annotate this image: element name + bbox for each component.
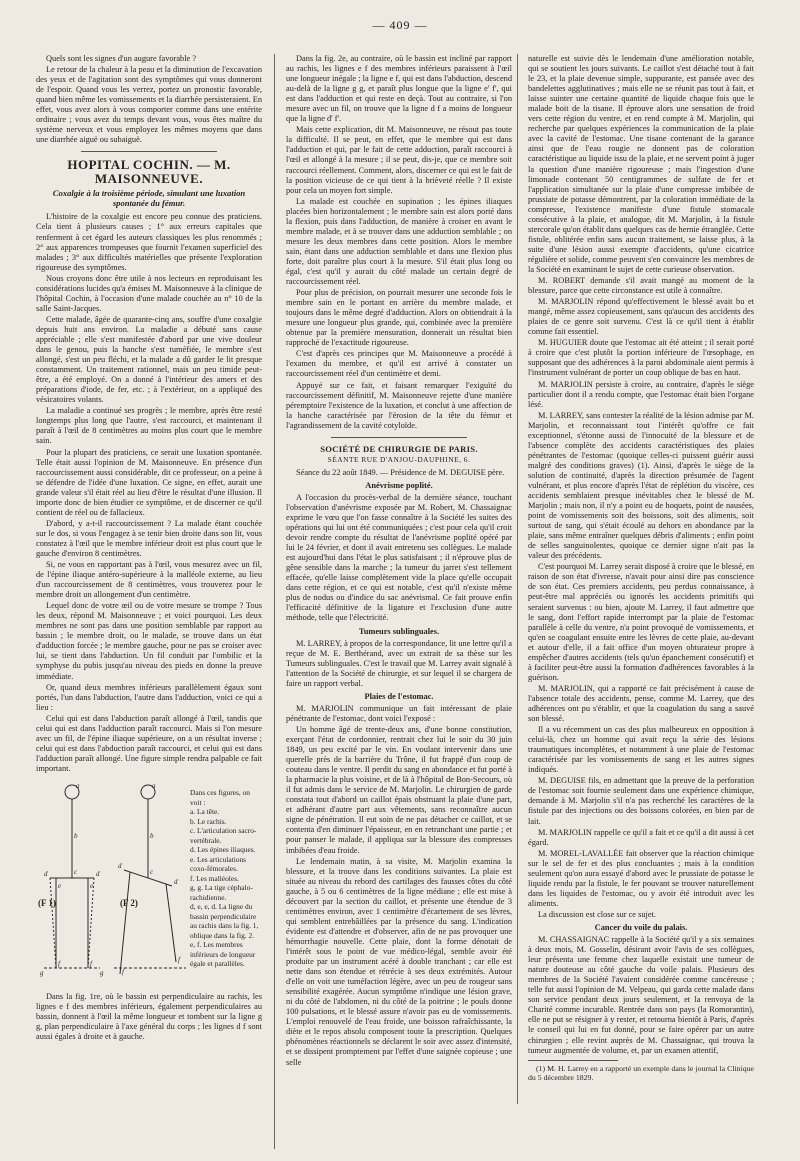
svg-text:f: f — [58, 960, 60, 968]
paragraph: Quels sont les signes d'un augure favorable ? — [46, 54, 197, 63]
svg-text:d: d — [118, 862, 122, 870]
column-divider — [274, 54, 275, 1149]
legend-item: e, f. Les membres inférieurs de longueur égale et parallèles. — [190, 940, 256, 968]
column-3 — [528, 54, 754, 1104]
society-title: SOCIÉTÉ DE CHIRURGIE DE PARIS. — [320, 443, 478, 454]
section-heading: Cancer du voile du palais. — [594, 922, 688, 932]
svg-text:f: f — [90, 960, 92, 968]
paragraph: Nous croyons donc être utile à nos lecteurs en reproduisant les considérations lucides qu'a émises M. Maisonneuve à la clinique de l'hôpital Cochin, à l'occasion d'une malade couchée au n° 10 de la salle Saint-Jacques. — [36, 273, 262, 313]
footnote: (1) M. H. Larrey en a rapporté un exemple dans le journal la Clinique du 5 décembre 1829. — [528, 1063, 754, 1083]
paragraph: M. HUGUIER doute que l'estomac ait été atteint ; il serait porté à croire que c'est plutôt la portion inférieure de l'œsophage, en supposant que des adhérences à la paroi abdominale aient permis à l'instrument vulnérant de porter un coup oblique de bas en haut. — [528, 338, 754, 378]
svg-text:e: e — [90, 882, 94, 890]
paragraph: L'histoire de la coxalgie est encore peu connue des praticiens. Cela tient à plusieurs causes ; 1° aux erreurs capitales que renferment à cet égard les auteurs classiques les plus renommés ; 2° aux apparences trompeuses que fournit l'examen superficiel des malades ; 3° aux difficultés matérielles que présente l'exploration rigoureuse des symptômes. — [36, 212, 262, 272]
skeleton-figure — [36, 778, 262, 988]
section-heading: Anévrisme poplité. — [365, 480, 433, 490]
section-rule — [331, 437, 467, 438]
paragraph: naturelle est suivie dès le lendemain d'une amélioration notable, qui se soutient les jours suivants. Le caillot s'est détaché tout à fait le 23, et la plaie devenue simple, suppurante, est pansée avec des bandelettes agglutinatives ; mais elle ne se réunit pas tout à fait, et laisse suinter une certaine quantité de liquide chaque fois que le malade boit de la tisane. Il éprouve alors une sensation de froid vers cette région du ventre, et en rend compte à M. Marjolin, qui recherche par quelques expériences la communication de la plaie avec la cavité de l'estomac. Une tisane contenant de la garance ainsi que de l'eau rougie ne donnent pas de coloration caractéristique au liquide issu de la plaie, et ne servent point à juger la question d'une manière rigoureuse ; mais l'ingestion d'une limonade contenant 50 centigrammes de sulfate de fer et l'application simultanée sur la plaie d'une compresse imbibée de prussiate de potasse démontrent, par la coloration immédiate de la compresse, l'existence manifeste d'une fistule stomacale consécutive à la plaie, et analogue, dit M. Marjolin, à la fistule stercorale qu'on établit dans quelques cas de hernie étranglée. Cette fistule, oblitérée enfin sans aucun traitement, se laisse plus, à la suite d'une lésion aussi exempte d'accidents, qu'une cicatrice régulière et solide, comme peuvent s'en convaincre les membres de la Société en examinant le sujet de cette curieuse observation. — [528, 54, 754, 274]
society-subtitle: SÉANTE RUE D'ANJOU-DAUPHINE, 6. — [327, 454, 471, 464]
svg-text:c: c — [150, 868, 154, 876]
svg-text:f: f — [178, 956, 180, 964]
paragraph: M. MARJOLIN communique un fait intéressant de plaie pénétrante de l'estomac, dont voici l'exposé : — [286, 703, 512, 723]
paragraph: Le lendemain matin, à sa visite, M. Marjolin examina la blessure, et la trouve dans les conditions suivantes. La plaie est située au niveau du rebord des cartilages des fausses côtes du côté gauche, à 5 ou 6 centimètres de la ligne médiane ; elle est mise à découvert par la section du caillot, et présente une étendue de 3 centimètres environ, avec 1 centimètre d'écartement de ses lèvres, qui semblent entrebâillées par la présence du sang. L'indication évidente est d'attendre et d'observer, afin de ne pas provoquer une hémorrhagie nouvelle. Cette plaie, dont la forme dénotait de l'intérêt sous le point de vue médico-légal, semble avoir été produite par un instrument acéré à double tranchant ; car elle est nette dans son étendue et rétrécie à ses deux extrémités. Autour d'elle on voit une tuméfaction légère, avec un peu de rougeur sans sensibilité exagérée. Aucun symptôme n'indique une lésion grave, ni du côté de l'abdomen, ni du côté de la poitrine ; le pouls donne 100 pulsations, et le blessé assure n'avoir pas eu de vomissements. L'emploi renouvelé de l'eau froide, une boisson rafraîchissante, la diète et le repos absolu composent toute la prescription. Quelques phénomènes réactionnels se déclarent le soir avec assez d'intensité, et se dissipent promptement par l'effet d'une saignée copieuse ; une selle — [286, 856, 512, 1067]
footnote-rule — [528, 1060, 618, 1061]
paragraph: Si, ne vous en rapportant pas à l'œil, vous mesurez avec un fil, de l'épine iliaque antéro-supérieure à la malléole externe, au lieu d'un raccourcissement de 8 centimètres, vous trouverez pour le membre droit un allongement d'un centimètre. — [36, 560, 262, 600]
figure-legend — [190, 788, 262, 969]
paragraph: M. DEGUISE fils, en admettant que la preuve de la perforation de l'estomac soit fournie seulement dans une expérience chimique, demande à M. Marjolin s'il n'a pas recherché les caractères de la fistule par des injections ou des boissons colorées, en bien par de lait. — [528, 776, 754, 826]
svg-text:d: d — [44, 870, 48, 878]
paragraph: D'abord, y a-t-il raccourcissement ? La malade étant couchée sur le dos, si vous l'engagez à se tenir bien droite dans son lit, vous constatez à l'œil que le membre inférieur droit est plus court que le gauche d'environ 8 centimètres. — [36, 518, 262, 558]
article-subtitle: Coxalgie à la troisième période, simulant une luxation spontanée du fémur. — [52, 188, 246, 209]
svg-text:g: g — [100, 969, 104, 977]
section-heading: Tumeurs sublinguales. — [358, 626, 440, 636]
paragraph: Un homme âgé de trente-deux ans, d'une bonne constitution, exerçant l'état de cordonnier, rentrait chez lui le soir du 30 juin 1849, un peu excité par le vin. En voulant intervenir dans une querelle près de la barrière du Trône, il fut frappé d'un coup de couteau dans le ventre. Il perdit du sang en abondance et fut porté à la pharmacie la plus voisine, et de là à l'hôpital de Bon-Secours, où il fut admis dans le service de M. Marjolin. Le chirurgien de garde constata tout d'abord un caillot épais obstruant la plaie d'une part, et adhérant d'autre part aux vêtements, sans reconnaître aucun signe de pénétration. Il eut soin de ne pas détacher ce caillot, et se contenta d'en diminuer l'épaisseur, en en retranchant une partie ; et pour panser le malade, il appliqua sur la blessure des compresses imbibées d'eau froide. — [286, 724, 512, 855]
legend-item: a. La tête. — [190, 807, 220, 816]
legend-item: g, g. La tige céphalo-rachidienne. — [190, 883, 253, 902]
paragraph: M. MARJOLIN rappelle ce qu'il a fait et ce qu'il a dit aussi à cet égard. — [528, 827, 754, 847]
paragraph: Celui qui est dans l'abduction paraît allongé à l'œil, tandis que celui qui est dans l'adduction paraît raccourci. Mais si l'on mesure avec un fil, de l'épine iliaque supérieure, on a un résultat inverse ; celui qui est dans l'abduction paraît raccourci, et celui qui est dans l'adduction paraît allongé. Une figure simple rendra palpable ce fait important. — [36, 713, 262, 773]
svg-text:f: f — [122, 968, 124, 976]
paragraph: M. ROBERT demande s'il avait mangé au moment de la blessure, parce que cette circonstance est utile à connaître. — [528, 276, 754, 296]
column-divider — [517, 54, 518, 1104]
paragraph: Lequel donc de votre œil ou de votre mesure se trompe ? Tous les deux, répond M. Maisonneuve ; et voici pourquoi. Les deux membres ne sont pas dans une position semblable par rapport au bassin ; le membre droit, ou le malade, se trouve dans un état d'adduction forcée ; le membre gauche, pour ne pas se croiser avec lui, se tient dans l'abduction. Un fil conduit par l'ombilic et la symphyse du pubis jusqu'au niveau des pieds en donne la preuve immédiate. — [36, 601, 262, 681]
paragraph: Pour la plupart des praticiens, ce serait une luxation spontanée. Telle était aussi l'opinion de M. Maisonneuve. En présence d'un raccourcissement aussi considérable, dit ce professeur, on a peine à se défendre de l'idée d'une luxation. Ce signe, en effet, aurait une grande valeur s'il était réel au lieu d'être le résultat d'une illusion. Il importe donc de bien étudier ce symptôme, et de discerner ce qu'il contient de réel ou de fallacieux. — [36, 447, 262, 517]
paragraph: Pour plus de précision, on pourrait mesurer une seconde fois le membre sain en le portant en arrière du membre malade, et toujours dans le même degré d'adduction. Alors on obtiendrait à la mesure une longueur plus grande, qui, combinée avec la première obtenue par la première mensuration, donnerait un résultat bien rapproché de l'exactitude rigoureuse. — [286, 288, 512, 348]
paragraph: La malade est couchée en supination ; les épines iliaques placées bien horizontalement ; le membre sain est alors porté dans la flexion, puis dans l'adduction, de manière à croiser en avant le membre malade, et à se trouver dans une adduction semblable ; on mesure les deux membres dans cette position. Alors le membre sain, étant dans une adduction semblable et dans une flexion plus forte, doit paraître plus court à la mesure. S'il était plus long ou égal, c'est qu'il y aurait du côté malade un certain degré de raccourcissement réel. — [286, 196, 512, 287]
column-2 — [286, 54, 512, 1104]
paragraph: Cette malade, âgée de quarante-cinq ans, souffre d'une coxalgie depuis huit ans environ. La maladie a débuté sans cause appréciable ; elle s'est manifestée d'abord par une vive douleur dans le genou, puis la hanche s'est tuméfiée, le membre s'est allongé, s'est un peu fléchi, et la malade a dû garder le lit presque constamment. Un traitement rationnel, mais un peu timide peut-être, a été employé. On a donné à l'intérieur des amers et des préparations d'iode, de fer, etc. ; à l'extérieur, on a appliqué des vésicatoires volants. — [36, 314, 262, 405]
article-title: HOPITAL COCHIN. — M. MAISONNEUVE. — [67, 157, 231, 187]
paragraph: M. MARJOLIN répond qu'effectivement le blessé avait bu et mangé, même assez copieusement, sans qu'aucun des accidents des plaies de ce genre soit survenu. C'est là ce qu'il tient à établir comme fait essentiel. — [528, 297, 754, 337]
legend-item: c. L'articulation sacro-vertébrale. — [190, 826, 257, 845]
paragraph: C'est pourquoi M. Larrey serait disposé à croire que le blessé, en raison de son état d'ivresse, n'avait pour ainsi dire pas conscience de son état. Ces premiers accidents, peu perdus connaissance, à peut-être mal appréciés ou ignorés les accidents primitifs qui seraient survenus : ou bien, ajoute M. Larrey, il faut admettre que le sang, dont l'effort rapide interrompt par la plaie de l'estomac parallèle à celle du ventre, n'a point provoqué de vomissements, et qu'en se coagulant ensuite entre les lèvres de cette plaie, au-devant et autour d'elle, il a fait office d'un moyen obturateur propre à empêcher d'autres accidents (tels qu'un épanchement consécutif) et à faciliter peut-être aussi la formation d'adhérences favorables à la guérison. — [528, 562, 754, 682]
pelvis-diagram — [36, 778, 190, 988]
section-rule — [81, 151, 217, 152]
paragraph: M. CHASSAIGNAC rappelle à la Société qu'il y a six semaines à deux mois, M. Gosselin, désirant avoir l'avis de ses collègues, leur présenta une femme chez laquelle existait une tumeur de nature douteuse au côté gauche du voile palais. Plusieurs des membres de la Société l'avaient considérée comme cancéreuse ; telle fut aussi l'opinion de M. Velpeau, qui garda cette malade dans son service pendant deux jours seulement, et la renvoya de la Charité comme incurable. Rentrée dans son pays (la Romorantin), elle ne put se résigner à y rester, et retourna bientôt à Paris, d'après le conseil qui lui en fut donné, pour se faire opérer par un autre chirurgien ; elle revint auprès de M. Chassaignac, qui trouva la tumeur augmentée de volume, et, par un examen attentif, — [528, 935, 754, 1055]
paragraph: Il a vu récemment un cas des plus malheureux en opposition à celui-là, chez un homme qui avait reçu la série des lésions traumatiques incomplètes, et notamment à une plaie de l'estomac caractérisée par les vomissements de sang et les autres signes indiqués. — [528, 725, 754, 775]
paragraph: Le retour de la chaleur à la peau et la diminution de l'excavation des yeux et de l'agitation sont des symptômes qui vous donneront de l'espoir. Quand vous les verrez, portez un pronostic favorable, quand bien même les vomissements et la diarrhée persisteraient. En effet, vous avez alors à vous comporter comme dans une entérite ordinaire ; vous avez du temps devant vous, vous êtes maître du système nerveux et vous employez les mêmes moyens que dans une diarrhée aiguë ou subaiguë. — [36, 65, 262, 145]
figure-2-label: (F 2) — [120, 898, 138, 908]
legend-item: e. Les articulations coxo-fémorales. — [190, 854, 247, 873]
section-heading: Plaies de l'estomac. — [364, 691, 434, 701]
svg-text:c: c — [74, 868, 78, 876]
page-number: — 409 — — [372, 18, 428, 32]
paragraph: M. LARREY, à propos de la correspondance, lit une lettre qu'il a reçue de M. E. Berthérand, avec un extrait de sa thèse sur les Tumeurs sublinguales. C'est le travail que M. Larrey avait signalé à l'attention de la Société de chirurgie, et sur lequel il se chargera de faire un rapport verbal. — [286, 638, 512, 688]
legend-item: f. Les malléoles. — [190, 873, 239, 883]
column-1 — [36, 54, 262, 1152]
paragraph: Dans la fig. 2e, au contraire, où le bassin est incliné par rapport au rachis, les lignes e f des membres inférieurs paraissent à l'œil une longueur inégale ; la ligne e f, qui est dans l'abduction, descend au-delà de la ligne g g, et paraît plus longue que la ligne e' f', qui est dans l'adduction et qui reste en deçà. Tout au contraire, si l'on mesure avec un fil, on trouve que la ligne d f a moins de longueur que la ligne d' f'. — [286, 54, 512, 124]
paragraph: Appuyé sur ce fait, et faisant remarquer l'exiguïté du raccourcissement définitif, M. Maisonneuve rejette d'une manière péremptoire l'existence de la luxation, et conclut à une affection de la hanche caractérisée par l'érosion de la tête du fémur et l'agrandissement de la cavité cotyloïde. — [286, 380, 512, 430]
session-line: Séance du 22 août 1849. — Présidence de M. DEGUISE père. — [296, 467, 505, 477]
legend-item: d. Les épines iliaques. — [190, 845, 256, 854]
svg-text:b: b — [74, 832, 78, 840]
svg-text:b: b — [150, 832, 154, 840]
paragraph: La discussion est close sur ce sujet. — [538, 909, 656, 919]
paragraph: M. MOREL-LAVALLÉE fait observer que la réaction chimique sur le sel de fer et des plus concluantes ; mais à la condition seulement qu'on aura essayé d'abord avec le prussiate de potasse le liquide rendu par la fistule, le fer pouvant se trouver naturellement dans les liquides de l'estomac, ou y avoir été introduit avec les aliments. — [528, 848, 754, 908]
paragraph: M. MARJOLIN, qui a rapporté ce fait précisément à cause de l'absence totale des accidents, pense, comme M. Larrey, que des adhérences ont pu s'établir, et que la coagulation du sang a sauvé son blessé. — [528, 683, 754, 724]
svg-text:g: g — [40, 969, 44, 977]
paragraph: M. LARREY, sans contester la réalité de la lésion admise par M. Marjolin, et reconnaissant tout l'intérêt qu'offre ce fait exceptionnel, s'étonne aussi de l'innocuité de la blessure et de l'absence complète des accidents caractéristiques des plaies pénétrantes de l'estomac (quoique celles-ci puissent guérir aussi malgré des conditions graves) (1). Ainsi, d'après le siège de la solution de continuité, d'après la direction présumée de l'agent vulnérant, et plus encore d'après l'état de réplétion du viscère, ces accidents semblaient presque inévitables chez le blessé de M. Marjolin ; mais non, il n'y a point eu de hoquets, point de nausées, point de vomissements soit des boissons, soit des aliments, soit surtout de sang, qui s'était écoulé au dehors en abondance par la plaie, sans même entraîner quelques débris d'aliments ; enfin point de selles sanguinolentes, quoique ce dernier signe n'ait pas la valeur des précédents. — [528, 410, 754, 561]
figure-1-label: (F 1) — [38, 898, 56, 908]
svg-text:a: a — [76, 782, 80, 790]
legend-item: d, e, e, d. La ligne du bassin perpendiculaire au rachis dans la fig. 1, oblique dans la fig. 2. — [190, 902, 259, 940]
paragraph: A l'occasion du procès-verbal de la dernière séance, touchant l'observation d'anévrisme exposée par M. Robert, M. Chassaignac exprime le vœu que l'on fasse connaître à la Société les suites des opérations qui lui ont été communiquées ; c'est pour cela qu'il croit devoir rendre compte du résultat de l'anévrisme poplité opéré par lui le 24 février, et dont il avait entretenu ses collègues. Le malade est aujourd'hui dans l'état le plus satisfaisant ; il n'éprouve plus de gêne sensible dans la marche ; la tumeur du jarret s'est tellement effacée, qu'elle laisse complètement vide la place qu'elle occupait dans cette région, et ce qui est notable, c'est qu'il n'existe même plus de nodus ou d'indice du sac anévrismal. Ce fait prouve enfin l'efficacité définitive de la ligature et l'exclusion d'une autre méthode, telle que l'électricité. — [286, 492, 512, 623]
svg-text:d: d — [174, 878, 178, 886]
paragraph: Dans la fig. 1re, où le bassin est perpendiculaire au rachis, les lignes e f des membres inférieurs, également perpendiculaires au bassin, donnent à l'œil la même longueur et tombent sur la ligne g g, plan perpendiculaire à l'axe général du corps ; les lignes d f sont aussi égales à droite et à gauche. — [36, 992, 262, 1042]
svg-text:a: a — [152, 782, 156, 790]
svg-text:e: e — [58, 882, 62, 890]
svg-text:d: d — [96, 870, 100, 878]
legend-item: b. Le rachis. — [190, 816, 227, 826]
paragraph: M. MARJOLIN persiste à croire, au contraire, d'après le siège particulier dont il a rendu compte, que l'estomac était bien l'organe lésé. — [528, 379, 754, 409]
paragraph: La maladie a continué ses progrès ; le membre, après être resté longtemps plus long que l'autre, s'est raccourci, et maintenant il paraît à l'œil de 8 centimètres au moins plus court que le membre sain. — [36, 406, 262, 446]
paragraph: C'est d'après ces principes que M. Maisonneuve a procédé à l'examen du membre, et qu'il est arrivé à constater un raccourcissement réel d'un centimètre et demi. — [286, 349, 512, 379]
paragraph: Mais cette explication, dit M. Maisonneuve, ne résout pas toute la difficulté. Il se peut, en effet, que le membre qui est dans l'adduction et qui, par le fait de cette adduction, paraît raccourci à l'œil et allongé à la mesure ; il se peut, dis-je, que ce membre soit raccourci réellement. Comment, alors, discerner ce qui est le fait de la position vicieuse de ce qui tient à la brièveté réelle ? Il existe pour cela un moyen fort simple. — [286, 125, 512, 195]
paragraph: Or, quand deux membres inférieurs parallèlement égaux sont portés, l'un dans l'abduction, l'autre dans l'adduction, voici ce qui a lieu : — [36, 682, 262, 712]
figure-note: Dans ces figures, on voit : — [190, 788, 250, 807]
